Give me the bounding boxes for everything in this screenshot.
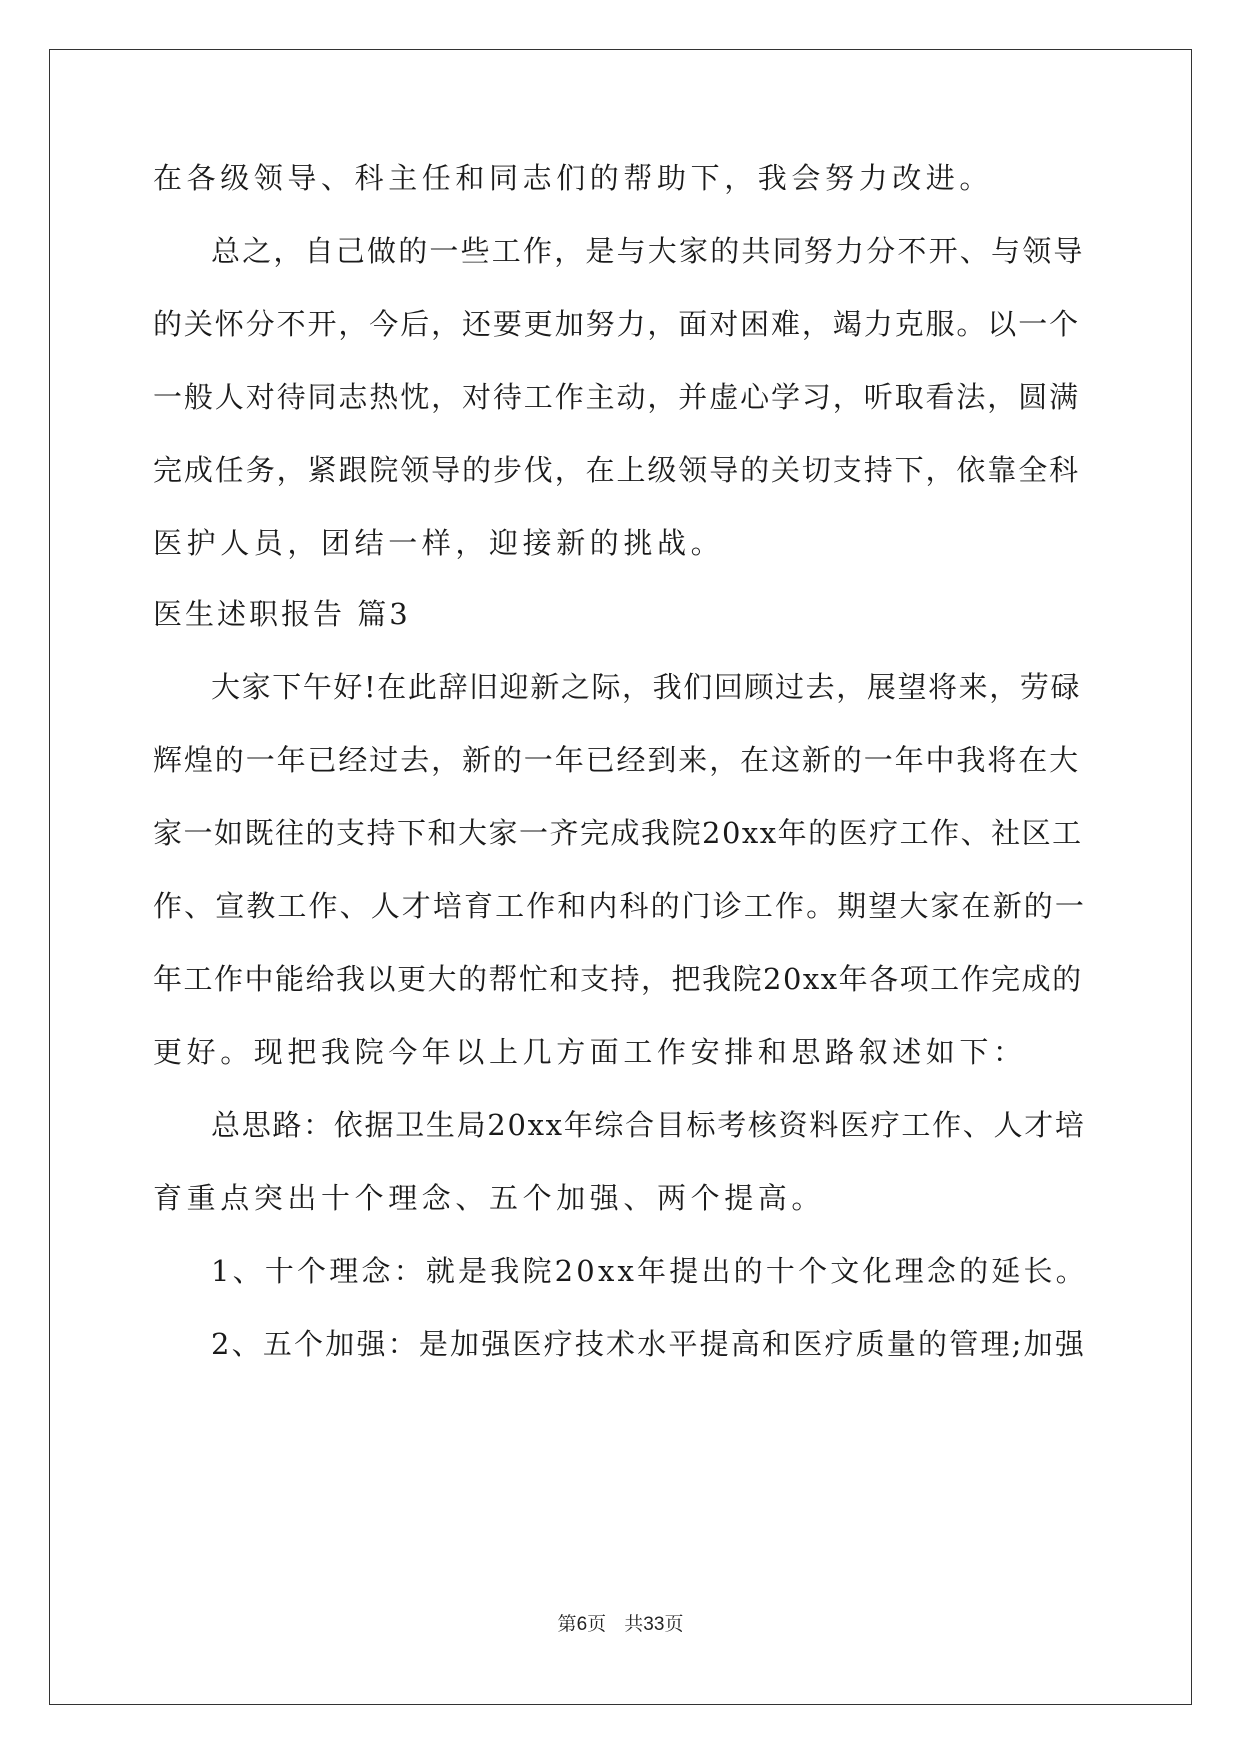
- text-line: 育重点突出十个理念、五个加强、两个提高。: [153, 1181, 826, 1215]
- page-number: 6: [576, 1614, 588, 1635]
- text-line: 一般人对待同志热忱，对待工作主动，并虚心学习，听取看法，圆满: [153, 380, 1081, 414]
- footer-total-prefix: 共: [624, 1613, 644, 1635]
- text-line: 家一如既往的支持下和大家一齐完成我院20xx年的医疗工作、社区工: [153, 816, 1083, 850]
- page-footer: [0, 1612, 1241, 1637]
- total-pages: 33: [643, 1614, 665, 1635]
- footer-prefix: 第: [557, 1613, 577, 1635]
- text-line: 辉煌的一年已经过去，新的一年已经到来，在这新的一年中我将在大: [153, 743, 1081, 777]
- paragraph-start: 大家下午好!在此辞旧迎新之际，我们回顾过去，展望将来，劳碌: [211, 670, 1082, 704]
- footer-suffix: 页: [664, 1613, 684, 1635]
- list-item: 1、十个理念：就是我院20xx年提出的十个文化理念的延长。: [211, 1254, 1088, 1288]
- text-line: 在各级领导、科主任和同志们的帮助下，我会努力改进。: [153, 161, 994, 195]
- text-line: 医护人员，团结一样，迎接新的挑战。: [153, 526, 725, 560]
- text-line: 年工作中能给我以更大的帮忙和支持，把我院20xx年各项工作完成的: [153, 962, 1083, 996]
- paragraph-start: 总之，自己做的一些工作，是与大家的共同努力分不开、与领导: [211, 234, 1085, 268]
- list-item: 2、五个加强：是加强医疗技术水平提高和医疗质量的管理;加强: [211, 1327, 1087, 1361]
- footer-mid: 页: [587, 1613, 607, 1635]
- section-heading: 医生述职报告 篇3: [153, 597, 411, 631]
- text-line: 的关怀分不开，今后，还要更加努力，面对困难，竭力克服。以一个: [153, 307, 1081, 341]
- paragraph-start: 总思路：依据卫生局20xx年综合目标考核资料医疗工作、人才培: [211, 1108, 1086, 1142]
- text-line: 更好。现把我院今年以上几方面工作安排和思路叙述如下：: [153, 1035, 1027, 1069]
- text-line: 作、宣教工作、人才培育工作和内科的门诊工作。期望大家在新的一: [153, 889, 1087, 923]
- text-line: 完成任务，紧跟院领导的步伐，在上级领导的关切支持下，依靠全科: [153, 453, 1081, 487]
- page-border: [49, 49, 1192, 1705]
